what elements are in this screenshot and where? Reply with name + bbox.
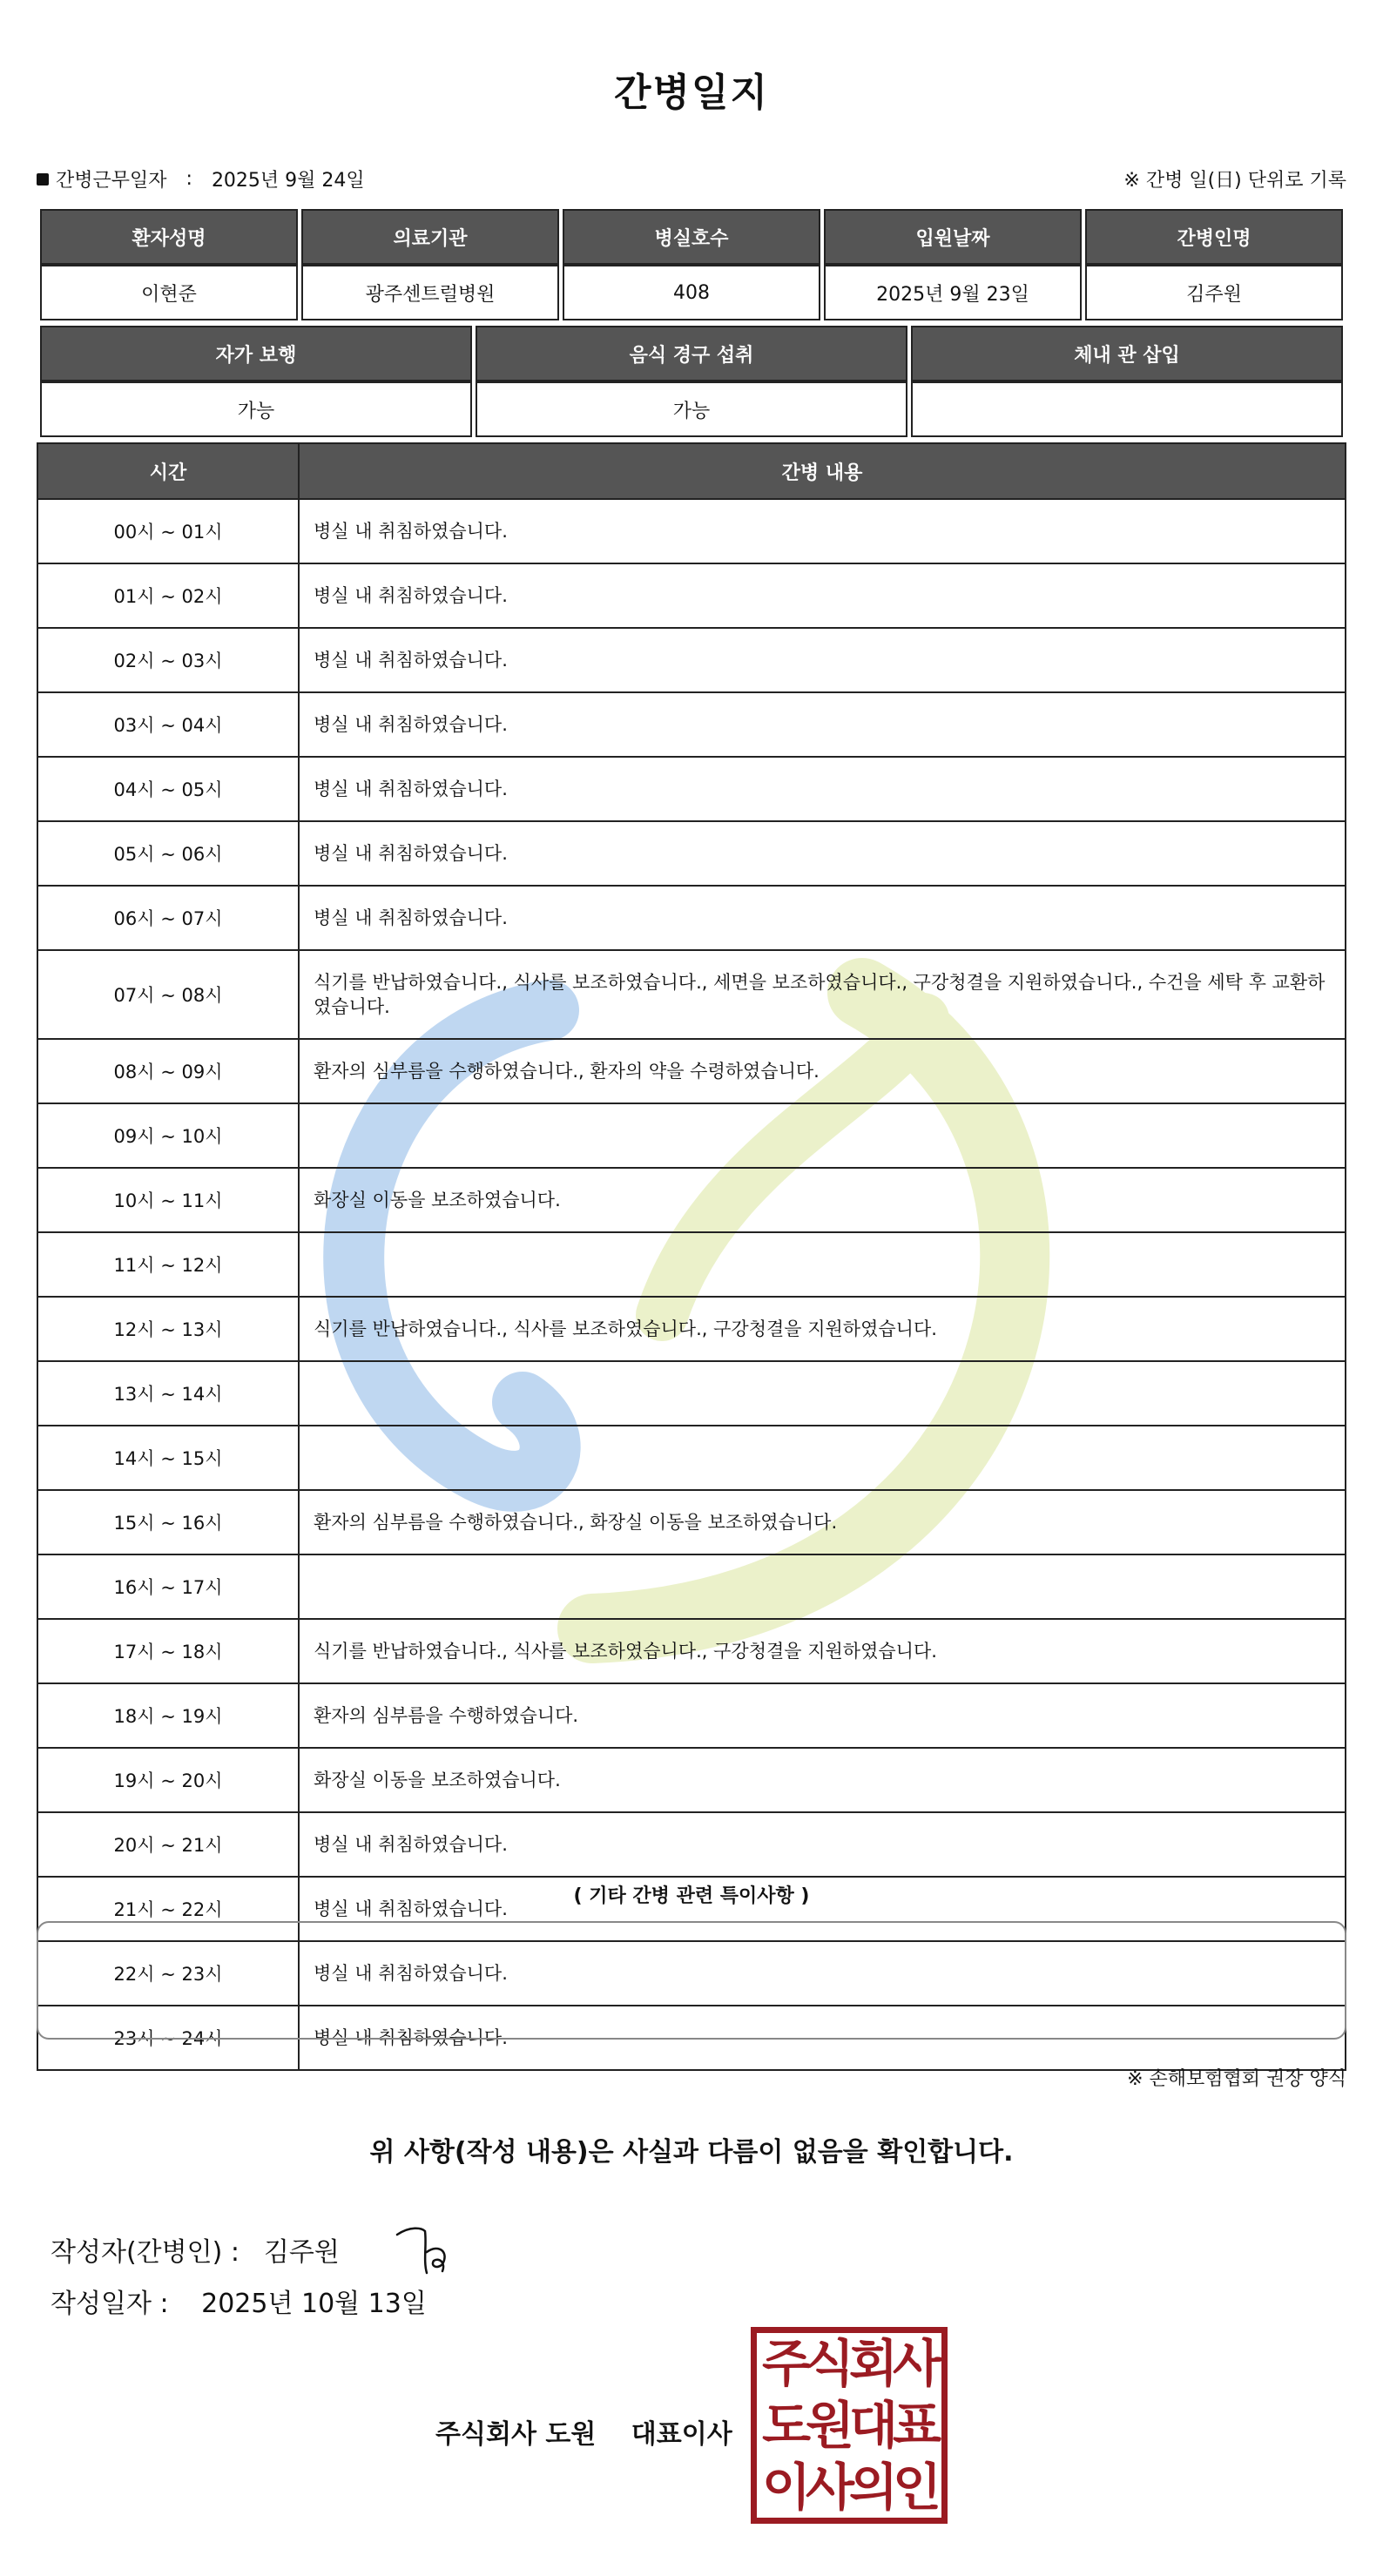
header-patient-name: 환자성명	[40, 209, 298, 265]
hospital-name: 광주센트럴병원	[301, 265, 559, 320]
time-slot: 16시 ~ 17시	[37, 1554, 299, 1619]
table-row	[37, 1683, 1346, 1748]
time-slot: 00시 ~ 01시	[37, 499, 299, 563]
work-date-label: 간병근무일자	[56, 170, 167, 192]
confirmation-statement: 위 사항(작성 내용)은 사실과 다름이 없음을 확인합니다.	[369, 2137, 1014, 2168]
table-row	[37, 1232, 1346, 1297]
time-slot: 01시 ~ 02시	[37, 563, 299, 628]
care-content: 화장실 이동을 보조하였습니다.	[299, 1168, 1346, 1232]
table-row	[37, 628, 1346, 692]
care-content: 병실 내 취침하였습니다.	[299, 628, 1346, 692]
care-content	[299, 1232, 1346, 1297]
time-slot: 14시 ~ 15시	[37, 1426, 299, 1490]
table-row	[37, 1297, 1346, 1361]
time-slot: 20시 ~ 21시	[37, 1812, 299, 1877]
writer-label: 작성자(간병인) :	[51, 2237, 239, 2268]
table-row	[37, 950, 1346, 1039]
header-admission-date: 입원날짜	[824, 209, 1082, 265]
table-row	[37, 886, 1346, 950]
patient-status-table	[37, 326, 1346, 437]
header-care-content: 간병 내용	[299, 443, 1346, 499]
care-content	[299, 1426, 1346, 1490]
admission-date: 2025년 9월 23일	[824, 265, 1082, 320]
care-content	[299, 1103, 1346, 1168]
seal-line: 도원대표	[761, 2395, 937, 2455]
unit-note: ※ 간병 일(日) 단위로 기록	[1123, 170, 1346, 192]
time-slot: 04시 ~ 05시	[37, 757, 299, 821]
time-slot: 05시 ~ 06시	[37, 821, 299, 886]
work-date-row	[37, 165, 1346, 200]
table-row	[37, 1554, 1346, 1619]
table-row	[37, 821, 1346, 886]
header-tube: 체내 관 삽입	[911, 326, 1343, 381]
writer-line	[51, 2219, 476, 2280]
time-slot: 09시 ~ 10시	[37, 1103, 299, 1168]
written-date: 2025년 10월 13일	[201, 2289, 427, 2319]
table-row	[37, 1812, 1346, 1877]
header-caregiver: 간병인명	[1085, 209, 1343, 265]
patient-info-table	[37, 209, 1346, 320]
tube-status	[911, 381, 1343, 437]
walking-status: 가능	[40, 381, 472, 437]
time-slot: 03시 ~ 04시	[37, 692, 299, 757]
care-log-rows	[37, 499, 1346, 2070]
signature-icon	[388, 2219, 476, 2280]
care-content: 병실 내 취침하였습니다.	[299, 499, 1346, 563]
care-content: 병실 내 취침하였습니다.	[299, 1877, 1346, 1941]
notes-box	[37, 1921, 1346, 2040]
time-slot: 19시 ~ 20시	[37, 1748, 299, 1812]
writer-name: 김주원	[263, 2237, 340, 2268]
care-content: 병실 내 취침하였습니다.	[299, 1812, 1346, 1877]
header-hospital: 의료기관	[301, 209, 559, 265]
care-content	[299, 1554, 1346, 1619]
patient-name: 이현준	[40, 265, 298, 320]
company-role: 대표이사	[631, 2419, 732, 2450]
care-content: 환자의 심부름을 수행하였습니다., 화장실 이동을 보조하였습니다.	[299, 1490, 1346, 1554]
care-content: 환자의 심부름을 수행하였습니다., 환자의 약을 수령하였습니다.	[299, 1039, 1346, 1103]
time-slot: 07시 ~ 08시	[37, 950, 299, 1039]
care-log-table	[37, 442, 1346, 2071]
time-slot: 21시 ~ 22시	[37, 1877, 299, 1941]
table-row	[37, 563, 1346, 628]
oral-intake-status: 가능	[476, 381, 907, 437]
time-slot: 08시 ~ 09시	[37, 1039, 299, 1103]
seal-line: 주식회사	[761, 2334, 937, 2394]
company-name: 주식회사 도원	[435, 2419, 597, 2450]
care-content: 식기를 반납하였습니다., 식사를 보조하였습니다., 구강청결을 지원하였습니다.	[299, 1619, 1346, 1683]
time-slot: 22시 ~ 23시	[37, 1941, 299, 2006]
time-slot: 10시 ~ 11시	[37, 1168, 299, 1232]
time-slot: 13시 ~ 14시	[37, 1361, 299, 1426]
table-row	[37, 757, 1346, 821]
time-slot: 15시 ~ 16시	[37, 1490, 299, 1554]
header-room: 병실호수	[563, 209, 820, 265]
care-content: 병실 내 취침하였습니다.	[299, 821, 1346, 886]
care-content: 병실 내 취침하였습니다.	[299, 757, 1346, 821]
written-date-label: 작성일자 :	[51, 2289, 169, 2319]
table-row	[37, 1490, 1346, 1554]
care-content: 식기를 반납하였습니다., 식사를 보조하였습니다., 구강청결을 지원하였습니다.	[299, 1297, 1346, 1361]
care-content: 식기를 반납하였습니다., 식사를 보조하였습니다., 세면을 보조하였습니다., 구강청결을 지원하였습니다., 수건을 세탁 후 교환하였습니다.	[299, 950, 1346, 1039]
care-content: 화장실 이동을 보조하였습니다.	[299, 1748, 1346, 1812]
care-content: 병실 내 취침하였습니다.	[299, 1941, 1346, 2006]
care-content: 병실 내 취침하였습니다.	[299, 563, 1346, 628]
care-content: 환자의 심부름을 수행하였습니다.	[299, 1683, 1346, 1748]
table-row	[37, 1168, 1346, 1232]
company-seal-stamp	[751, 2327, 948, 2524]
table-row	[37, 1103, 1346, 1168]
bullet-icon	[37, 173, 49, 185]
work-date-separator: :	[186, 168, 192, 190]
time-slot: 23시 ~ 24시	[37, 2006, 299, 2070]
table-row	[37, 1748, 1346, 1812]
time-slot: 06시 ~ 07시	[37, 886, 299, 950]
care-content	[299, 1361, 1346, 1426]
header-time: 시간	[37, 443, 299, 499]
seal-line: 이사의인	[761, 2457, 937, 2517]
header-walking: 자가 보행	[40, 326, 472, 381]
header-oral-intake: 음식 경구 섭취	[476, 326, 907, 381]
work-date	[37, 165, 365, 192]
table-row	[37, 499, 1346, 563]
time-slot: 11시 ~ 12시	[37, 1232, 299, 1297]
page-title: 간병일지	[613, 71, 769, 115]
caregiver-name: 김주원	[1085, 265, 1343, 320]
time-slot: 02시 ~ 03시	[37, 628, 299, 692]
care-content: 병실 내 취침하였습니다.	[299, 2006, 1346, 2070]
table-row	[37, 1426, 1346, 1490]
source-note: ※ 손해보험협회 권장 양식	[1127, 2068, 1346, 2090]
time-slot: 17시 ~ 18시	[37, 1619, 299, 1683]
table-row	[37, 1361, 1346, 1426]
care-content: 병실 내 취침하였습니다.	[299, 692, 1346, 757]
table-row	[37, 1039, 1346, 1103]
table-row	[37, 692, 1346, 757]
time-slot: 18시 ~ 19시	[37, 1683, 299, 1748]
table-row	[37, 1619, 1346, 1683]
room-number: 408	[563, 265, 820, 320]
notes-title: ( 기타 간병 관련 특이사항 )	[573, 1885, 810, 1907]
written-date-line	[51, 2282, 427, 2320]
time-slot: 12시 ~ 13시	[37, 1297, 299, 1361]
company-signature	[435, 2412, 732, 2451]
care-content: 병실 내 취침하였습니다.	[299, 886, 1346, 950]
work-date-value: 2025년 9월 24일	[211, 170, 365, 192]
